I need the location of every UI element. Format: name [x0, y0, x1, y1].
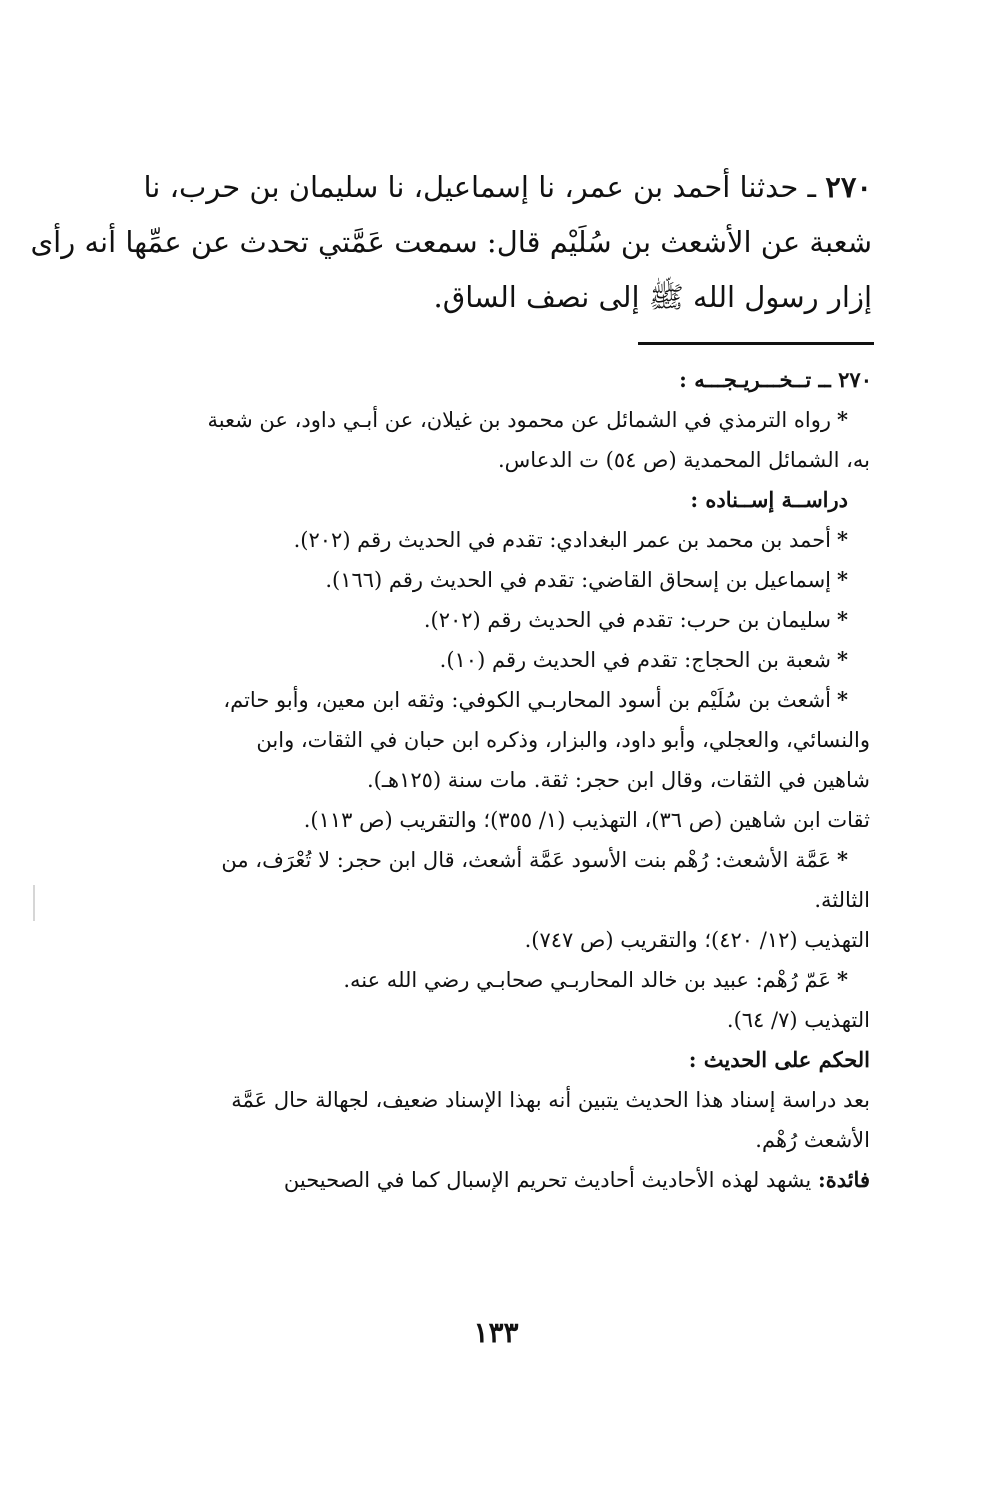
narrator-6-line-1-text: عَمَّة الأشعث: رُهْم بنت الأسود عَمَّة أشعث، قال ابن حجر: لا تُعْرَف، من: [221, 848, 832, 872]
faida-label: فائدة:: [817, 1167, 870, 1192]
narrator-5-line-2: والنسائي، والعجلي، وأبو داود، والبزار، وذكره ابن حبان في الثقات، وابن: [256, 728, 870, 752]
bullet-star-icon: *: [837, 407, 848, 432]
narrator-3-text: سليمان بن حرب: تقدم في الحديث رقم (٢٠٢).: [423, 608, 832, 632]
bullet-star-icon: *: [837, 967, 848, 992]
narrator-7: [130, 960, 872, 1000]
margin-scan-mark: [33, 885, 35, 921]
narrator-5-sources: ثقات ابن شاهين (ص ٣٦)، التهذيب (١/ ٣٥٥)؛ والتقريب (ص ١١٣).: [303, 808, 870, 832]
takhrij-heading: ٢٧٠ ــ تــخـــريـجـــه :: [679, 367, 872, 392]
bullet-star-icon: *: [837, 847, 848, 872]
narrator-5-line-1-text: أشعث بن سُلَيْم بن أسود المحاربـي الكوفي: وثقه ابن معين، وأبو حاتم،: [223, 688, 832, 712]
hadith-line-2: شعبة عن الأشعث بن سُلَيْم قال: سمعت عَمَّتي تحدث عن عمِّها أنه رأى: [30, 225, 872, 259]
narrator-4: [130, 640, 872, 680]
narrator-6-sources: التهذيب (١٢/ ٤٢٠)؛ والتقريب (ص ٧٤٧).: [524, 928, 870, 952]
narrator-1: [130, 520, 872, 560]
footnotes: [130, 360, 872, 1200]
narrator-4-text: شعبة بن الحجاج: تقدم في الحديث رقم (١٠).: [439, 648, 832, 672]
page-number: ١٣٣: [473, 1316, 519, 1349]
hadith-line-1-text: ـ حدثنا أحمد بن عمر، نا إسماعيل، نا سليمان بن حرب، نا: [143, 170, 817, 204]
narrator-2: [130, 560, 872, 600]
hadith-text: [30, 160, 872, 325]
hadith-line-1: [112, 160, 872, 215]
footnote-separator: [638, 342, 874, 345]
hadith-number: ٢٧٠: [825, 170, 872, 204]
narrator-1-text: أحمد بن محمد بن عمر البغدادي: تقدم في الحديث رقم (٢٠٢).: [293, 528, 832, 552]
takhrij-line-2: به، الشمائل المحمدية (ص ٥٤) ت الدعاس.: [498, 448, 870, 472]
dirasa-heading: دراســة إســناده :: [690, 487, 848, 512]
hukm-line-2: الأشعث رُهْم.: [755, 1128, 870, 1152]
bullet-star-icon: *: [837, 687, 848, 712]
faida-text: يشهد لهذه الأحاديث أحاديث تحريم الإسبال كما في الصحيحين: [283, 1168, 818, 1192]
faida-line: [130, 1160, 872, 1200]
takhrij-line-1: [130, 400, 872, 440]
bullet-star-icon: *: [837, 567, 848, 592]
bullet-star-icon: *: [837, 647, 848, 672]
narrator-6-line-1: [130, 840, 872, 880]
hukm-line-1: بعد دراسة إسناد هذا الحديث يتبين أنه بهذا الإسناد ضعيف، لجهالة حال عَمَّة: [231, 1088, 870, 1112]
hukm-heading: الحكم على الحديث :: [688, 1047, 870, 1072]
hadith-line-3: إزار رسول الله ﷺ إلى نصف الساق.: [433, 280, 872, 314]
narrator-2-text: إسماعيل بن إسحاق القاضي: تقدم في الحديث رقم (١٦٦).: [325, 568, 832, 592]
narrator-6-line-2: الثالثة.: [814, 888, 870, 912]
bullet-star-icon: *: [837, 527, 848, 552]
narrator-3: [130, 600, 872, 640]
takhrij-line-1-text: رواه الترمذي في الشمائل عن محمود بن غيلان، عن أبـي داود، عن شعبة: [207, 408, 832, 432]
narrator-7-sources: التهذيب (٧/ ٦٤).: [726, 1008, 870, 1032]
narrator-5-line-1: [130, 680, 872, 720]
narrator-5-line-3: شاهين في الثقات، وقال ابن حجر: ثقة. مات سنة (١٢٥هـ).: [366, 768, 870, 792]
narrator-7-text: عَمّ رُهْم: عبيد بن خالد المحاربـي صحابـي رضي الله عنه.: [343, 968, 832, 992]
bullet-star-icon: *: [837, 607, 848, 632]
